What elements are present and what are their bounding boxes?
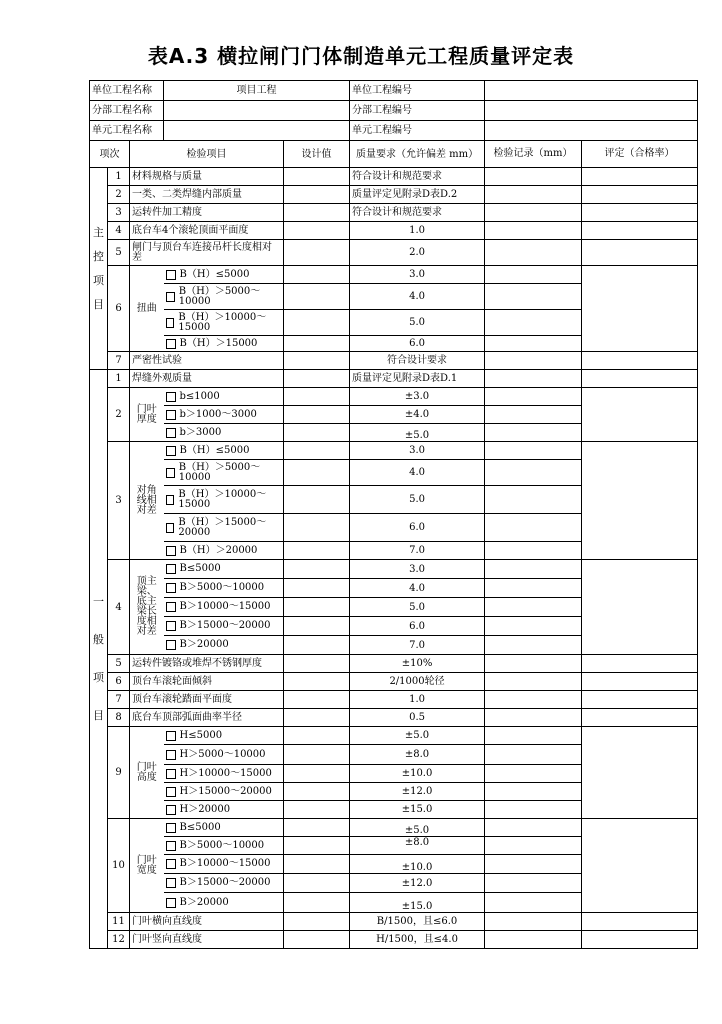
checkbox[interactable]	[166, 468, 175, 478]
req-cell: 7.0	[350, 542, 485, 560]
rating-cell[interactable]	[582, 673, 698, 691]
item-no: 7	[108, 352, 130, 370]
checkbox[interactable]	[166, 878, 176, 888]
item-name: 扭曲	[130, 266, 164, 352]
rating-cell[interactable]	[582, 168, 698, 186]
design-cell[interactable]	[284, 819, 350, 837]
req-cell: 6.0	[350, 617, 485, 636]
checkbox[interactable]	[166, 731, 176, 741]
design-cell[interactable]	[284, 370, 350, 388]
sub-condition: b≤1000	[179, 390, 220, 402]
item-no: 10	[108, 819, 130, 913]
rating-cell[interactable]	[582, 913, 698, 931]
checkbox[interactable]	[166, 495, 175, 505]
rating-cell[interactable]	[582, 655, 698, 673]
item-no: 4	[108, 560, 130, 655]
design-cell[interactable]	[284, 168, 350, 186]
item-name: 门叶横向直线度	[130, 913, 284, 931]
checkbox[interactable]	[166, 446, 176, 456]
rating-cell[interactable]	[582, 560, 698, 655]
req-cell: 2.0	[350, 240, 485, 266]
checkbox[interactable]	[166, 392, 176, 402]
req-cell: ±5.0	[350, 424, 485, 442]
record-cell[interactable]	[485, 727, 582, 745]
record-cell[interactable]	[485, 874, 582, 893]
req-cell: 3.0	[350, 266, 485, 284]
sub-condition: B＞10000～15000	[179, 858, 271, 869]
design-cell[interactable]	[284, 388, 350, 406]
element-label: 单元工程名称	[90, 121, 164, 141]
checkbox[interactable]	[166, 750, 176, 760]
req-cell: 5.0	[350, 598, 485, 617]
design-cell[interactable]	[284, 266, 350, 284]
design-cell[interactable]	[284, 783, 350, 801]
item-name: 门叶竖向直线度	[130, 931, 284, 949]
item-name: 底台车顶部弧面曲率半径	[130, 709, 284, 727]
design-cell[interactable]	[284, 837, 350, 855]
sub-condition: B（H）＞5000～10000	[178, 285, 261, 307]
design-cell[interactable]	[284, 186, 350, 204]
design-cell[interactable]	[284, 598, 350, 617]
rating-cell[interactable]	[582, 186, 698, 204]
sub-condition: B（H）＞5000～10000	[178, 461, 261, 483]
req-cell: 6.0	[350, 336, 485, 352]
req-cell: ±10%	[350, 655, 485, 673]
req-cell: 2/1000轮径	[350, 673, 485, 691]
req-cell: 4.0	[350, 284, 485, 310]
rating-cell[interactable]	[582, 222, 698, 240]
record-cell[interactable]	[485, 514, 582, 542]
header-row-division	[90, 101, 698, 121]
record-cell[interactable]	[485, 691, 582, 709]
checkbox[interactable]	[166, 805, 176, 815]
record-cell[interactable]	[485, 765, 582, 783]
req-cell: ±5.0	[350, 727, 485, 745]
col-design-value: 设计值	[284, 141, 350, 168]
design-cell[interactable]	[284, 222, 350, 240]
checkbox[interactable]	[166, 898, 176, 908]
record-cell[interactable]	[485, 240, 582, 266]
col-item-no: 项次	[90, 141, 130, 168]
item-name: 门叶厚度	[130, 388, 164, 442]
design-cell[interactable]	[284, 913, 350, 931]
record-cell[interactable]	[485, 745, 582, 765]
checkbox[interactable]	[166, 583, 176, 593]
col-quality-req: 质量要求（允许偏差 mm）	[350, 141, 485, 168]
checkbox[interactable]	[166, 428, 176, 438]
header-row-unit	[90, 81, 698, 101]
unit-project-no-value[interactable]	[485, 81, 698, 101]
element-value[interactable]	[164, 121, 350, 141]
design-cell[interactable]	[284, 874, 350, 893]
division-value[interactable]	[164, 101, 350, 121]
record-cell[interactable]	[485, 352, 582, 370]
sub-condition: H＞5000～10000	[179, 748, 266, 760]
sub-condition: B＞5000～10000	[179, 839, 265, 851]
record-cell[interactable]	[485, 266, 582, 284]
item-no: 6	[108, 673, 130, 691]
rating-cell[interactable]	[582, 442, 698, 560]
header-row-element	[90, 121, 698, 141]
record-cell[interactable]	[485, 222, 582, 240]
checkbox[interactable]	[166, 841, 176, 851]
record-cell[interactable]	[485, 819, 582, 837]
sub-condition: H＞10000～15000	[179, 767, 272, 779]
record-cell[interactable]	[485, 893, 582, 913]
design-cell[interactable]	[284, 560, 350, 579]
design-cell[interactable]	[284, 745, 350, 765]
sub-condition: H＞15000～20000	[179, 785, 272, 797]
design-cell[interactable]	[284, 460, 350, 486]
record-cell[interactable]	[485, 913, 582, 931]
req-cell: ±12.0	[350, 874, 485, 893]
req-cell: 3.0	[350, 560, 485, 579]
req-cell: 1.0	[350, 691, 485, 709]
checkbox[interactable]	[166, 564, 176, 574]
req-cell: 符合设计要求	[350, 352, 485, 370]
rating-cell[interactable]	[582, 819, 698, 913]
sub-condition: H≤5000	[179, 729, 223, 741]
rating-cell[interactable]	[582, 352, 698, 370]
checkbox[interactable]	[166, 787, 176, 797]
checkbox[interactable]	[166, 410, 176, 420]
record-cell[interactable]	[485, 406, 582, 424]
rating-cell[interactable]	[582, 388, 698, 442]
item-no: 3	[108, 204, 130, 222]
req-cell: H/1500，且≤4.0	[350, 931, 485, 949]
sub-condition: B＞20000	[179, 896, 229, 908]
record-cell[interactable]	[485, 542, 582, 560]
checkbox[interactable]	[166, 292, 175, 302]
design-cell[interactable]	[284, 893, 350, 913]
general-group-label: 一般项目	[90, 370, 108, 949]
req-cell: 6.0	[350, 514, 485, 542]
design-cell[interactable]	[284, 542, 350, 560]
design-cell[interactable]	[284, 579, 350, 598]
sub-condition: B≤5000	[179, 821, 221, 833]
design-cell[interactable]	[284, 855, 350, 874]
item-name: 一类、二类焊缝内部质量	[130, 186, 284, 204]
record-cell[interactable]	[485, 424, 582, 442]
req-cell: ±12.0	[350, 783, 485, 801]
req-cell: 5.0	[350, 310, 485, 336]
design-cell[interactable]	[284, 310, 350, 336]
sub-condition: B（H）＞15000	[179, 337, 258, 349]
page-title: 表A.3 横拉闸门门体制造单元工程质量评定表	[147, 44, 575, 68]
req-cell: B/1500，且≤6.0	[350, 913, 485, 931]
item-no: 2	[108, 388, 130, 442]
checkbox[interactable]	[166, 769, 176, 779]
col-rating: 评定（合格率）	[582, 141, 698, 168]
rating-cell[interactable]	[582, 204, 698, 222]
col-inspection: 检验项目	[130, 141, 284, 168]
item-no: 4	[108, 222, 130, 240]
record-cell[interactable]	[485, 486, 582, 514]
item-no: 3	[108, 442, 130, 560]
design-cell[interactable]	[284, 204, 350, 222]
design-cell[interactable]	[284, 673, 350, 691]
main-group-label: 主控项目	[90, 168, 108, 370]
sub-condition: B（H）＞20000	[179, 544, 258, 556]
item-name: 顶主梁、底主梁长度相对差	[130, 560, 164, 655]
sub-condition: B（H）＞15000～20000	[178, 516, 267, 538]
item-name: 运转件镀铬或堆焊不锈钢厚度	[130, 655, 284, 673]
sub-condition: B（H）≤5000	[179, 444, 250, 456]
sub-condition: b＞3000	[179, 426, 222, 438]
record-cell[interactable]	[485, 388, 582, 406]
item-name: 门叶宽度	[130, 819, 164, 913]
sub-condition: B≤5000	[179, 563, 221, 574]
req-cell: 1.0	[350, 222, 485, 240]
sub-condition: b＞1000～3000	[179, 408, 257, 420]
item-name: 门叶高度	[130, 727, 164, 819]
req-cell: 3.0	[350, 442, 485, 460]
item-no: 6	[108, 266, 130, 352]
design-cell[interactable]	[284, 801, 350, 819]
item-name: 对角线相对差	[130, 442, 164, 560]
rating-cell[interactable]	[582, 266, 698, 352]
rating-cell[interactable]	[582, 931, 698, 949]
checkbox[interactable]	[166, 640, 176, 650]
item-name: 顶台车滚轮面倾斜	[130, 673, 284, 691]
division-no-label: 分部工程编号	[350, 101, 485, 121]
record-cell[interactable]	[485, 837, 582, 855]
checkbox[interactable]	[166, 318, 175, 328]
req-cell: 0.5	[350, 709, 485, 727]
checkbox[interactable]	[166, 546, 176, 556]
item-name: 运转件加工精度	[130, 204, 284, 222]
record-cell[interactable]	[485, 617, 582, 636]
item-no: 2	[108, 186, 130, 204]
record-cell[interactable]	[485, 673, 582, 691]
item-name: 严密性试验	[130, 352, 284, 370]
checkbox[interactable]	[166, 602, 176, 612]
req-cell: ±8.0	[350, 745, 485, 765]
item-no: 9	[108, 727, 130, 819]
req-cell: ±15.0	[350, 893, 485, 913]
design-cell[interactable]	[284, 765, 350, 783]
sub-condition: B＞10000～15000	[179, 601, 271, 612]
record-cell[interactable]	[485, 370, 582, 388]
design-cell[interactable]	[284, 284, 350, 310]
element-no-label: 单元工程编号	[350, 121, 485, 141]
record-cell[interactable]	[485, 855, 582, 874]
req-cell: ±4.0	[350, 406, 485, 424]
item-name: 闸门与顶台车连接吊杆长度相对差	[130, 240, 284, 266]
design-cell[interactable]	[284, 727, 350, 745]
design-cell[interactable]	[284, 336, 350, 352]
checkbox[interactable]	[166, 621, 176, 631]
rating-cell[interactable]	[582, 240, 698, 266]
design-cell[interactable]	[284, 691, 350, 709]
req-cell: ±15.0	[350, 801, 485, 819]
checkbox[interactable]	[166, 270, 176, 280]
division-label: 分部工程名称	[90, 101, 164, 121]
unit-project-value[interactable]: 项目工程	[164, 81, 350, 101]
design-cell[interactable]	[284, 240, 350, 266]
req-cell: 质量评定见附录D表D.2	[350, 186, 485, 204]
req-cell: ±3.0	[350, 388, 485, 406]
design-cell[interactable]	[284, 655, 350, 673]
record-cell[interactable]	[485, 204, 582, 222]
sub-condition: B（H）≤5000	[179, 268, 250, 280]
design-cell[interactable]	[284, 709, 350, 727]
item-name: 顶台车滚轮踏面平面度	[130, 691, 284, 709]
design-cell[interactable]	[284, 931, 350, 949]
item-no: 1	[108, 168, 130, 186]
item-no: 5	[108, 655, 130, 673]
req-cell: 符合设计和规范要求	[350, 168, 485, 186]
element-no-value[interactable]	[485, 121, 698, 141]
sub-condition: B＞15000～20000	[179, 877, 271, 888]
record-cell[interactable]	[485, 442, 582, 460]
rating-cell[interactable]	[582, 727, 698, 819]
item-name: 底台车4个滚轮顶面平面度	[130, 222, 284, 240]
req-cell: ±5.0	[350, 819, 485, 837]
item-no: 7	[108, 691, 130, 709]
record-cell[interactable]	[485, 579, 582, 598]
design-cell[interactable]	[284, 352, 350, 370]
record-cell[interactable]	[485, 186, 582, 204]
checkbox[interactable]	[166, 859, 176, 869]
req-cell: 4.0	[350, 579, 485, 598]
record-cell[interactable]	[485, 709, 582, 727]
item-no: 12	[108, 931, 130, 949]
record-cell[interactable]	[485, 310, 582, 336]
record-cell[interactable]	[485, 168, 582, 186]
sub-condition: B＞5000～10000	[179, 582, 265, 593]
sub-condition: B（H）＞10000～15000	[178, 311, 267, 333]
checkbox[interactable]	[166, 523, 175, 533]
item-name: 焊缝外观质量	[130, 370, 284, 388]
rating-cell[interactable]	[582, 691, 698, 709]
design-cell[interactable]	[284, 406, 350, 424]
record-cell[interactable]	[485, 598, 582, 617]
record-cell[interactable]	[485, 783, 582, 801]
design-cell[interactable]	[284, 514, 350, 542]
design-cell[interactable]	[284, 424, 350, 442]
item-no: 5	[108, 240, 130, 266]
req-cell: 5.0	[350, 486, 485, 514]
sub-condition: B（H）＞10000～15000	[178, 488, 267, 510]
req-cell: 4.0	[350, 460, 485, 486]
record-cell[interactable]	[485, 460, 582, 486]
design-cell[interactable]	[284, 636, 350, 655]
unit-project-label: 单位工程名称	[90, 81, 164, 101]
col-record: 检验记录（mm）	[485, 141, 582, 168]
req-cell: 符合设计和规范要求	[350, 204, 485, 222]
item-no: 1	[108, 370, 130, 388]
sub-condition: B＞15000～20000	[179, 620, 271, 631]
checkbox[interactable]	[166, 823, 176, 833]
sub-condition: B＞20000	[179, 639, 229, 650]
req-cell: ±8.0	[350, 837, 485, 855]
checkbox[interactable]	[166, 339, 176, 349]
record-cell[interactable]	[485, 801, 582, 819]
sub-condition: H＞20000	[179, 803, 231, 815]
req-cell: ±10.0	[350, 765, 485, 783]
req-cell: 7.0	[350, 636, 485, 655]
record-cell[interactable]	[485, 931, 582, 949]
quality-table	[89, 80, 698, 949]
item-no: 8	[108, 709, 130, 727]
design-cell[interactable]	[284, 442, 350, 460]
record-cell[interactable]	[485, 655, 582, 673]
design-cell[interactable]	[284, 617, 350, 636]
unit-project-no-label: 单位工程编号	[350, 81, 485, 101]
rating-cell[interactable]	[582, 709, 698, 727]
division-no-value[interactable]	[485, 101, 698, 121]
record-cell[interactable]	[485, 284, 582, 310]
req-cell: 质量评定见附录D表D.1	[350, 370, 485, 388]
design-cell[interactable]	[284, 486, 350, 514]
item-no: 11	[108, 913, 130, 931]
record-cell[interactable]	[485, 560, 582, 579]
record-cell[interactable]	[485, 336, 582, 352]
req-cell: ±10.0	[350, 855, 485, 874]
record-cell[interactable]	[485, 636, 582, 655]
item-name: 材料规格与质量	[130, 168, 284, 186]
column-header-row	[90, 141, 698, 168]
rating-cell[interactable]	[582, 370, 698, 388]
